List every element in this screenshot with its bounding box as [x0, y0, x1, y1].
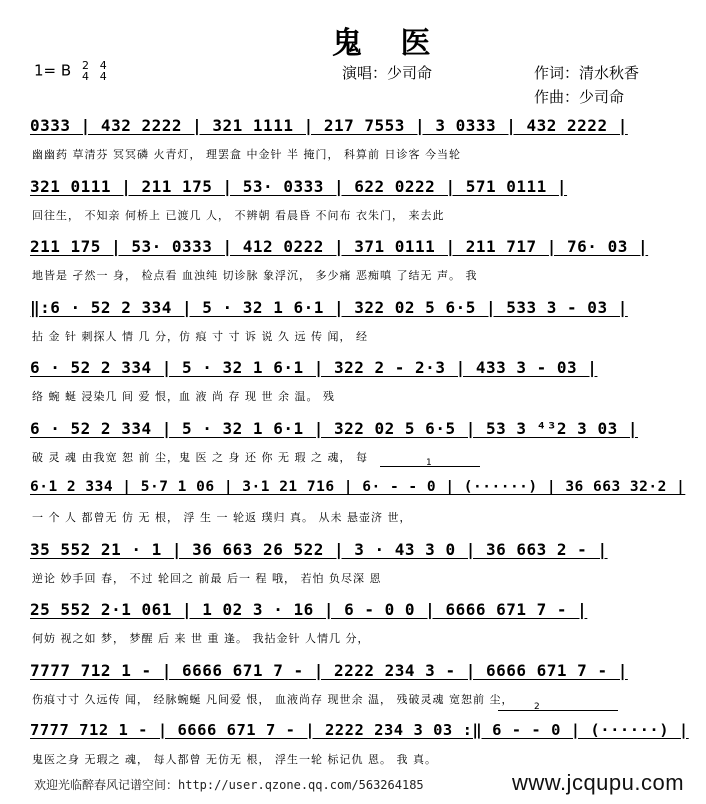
composer-credit: 作曲：少司命	[534, 88, 625, 106]
meter-2-4: 2 4	[81, 59, 89, 83]
notation-line: 7777 712 1 - | 6666 671 7 - | 2222 234 3 03 :‖ 6 - - 0 | (······) |	[30, 721, 689, 739]
lyric-line: 何妨 视之如 梦， 梦醒 后 来 世 重 逢。 我拈金针 人情几 分，	[32, 632, 370, 645]
notation-line: 0333 | 432 2222 | 321 1111 | 217 7553 | 3 0333 | 432 2222 |	[30, 116, 628, 135]
notation-line: 321 0111 | 211 175 | 53· 0333 | 622 0222 | 571 0111 |	[30, 177, 568, 196]
lyric-line: 伤痕寸寸 久远传 闻， 经脉蜿蜒 凡间爱 恨， 血液尚存 现世余 温， 残破灵魂 宽恕前 尘，	[32, 693, 514, 706]
notation-line: 25 552 2·1 061 | 1 02 3 · 16 | 6 - 0 0 | 6666 671 7 - |	[30, 600, 588, 619]
lyric-line: 逆论 妙手回 春， 不过 轮回之 前最 后一 程 哦， 若怕 负尽深 恩	[32, 572, 382, 585]
key-label: 1= B	[34, 61, 72, 80]
lyric-line: 络 蜿 蜒 浸染几 间 爱 恨，血 液 尚 存 现 世 余 温。 残	[32, 390, 335, 403]
volta-1-label: 1	[426, 458, 433, 468]
song-title: 鬼 医	[332, 26, 445, 61]
lyric-line: 幽幽药 草清芬 冥冥磷 火青灯， 理罢盒 中金针 半 掩门， 科算前 日诊客 今当轮	[32, 148, 461, 161]
notation-line: 6 · 52 2 334 | 5 · 32 1 6·1 | 322 02 5 6·5 | 53 3 ⁴³2 3 03 |	[30, 419, 638, 438]
lyric-line: 一 个 人 都曾无 仿 无 根， 浮 生 一 轮返 璞归 真。 从未 悬壶济 世，	[32, 511, 412, 524]
lyric-line: 破 灵 魂 由我宽 恕 前 尘，鬼 医 之 身 还 你 无 瑕 之 魂， 每	[32, 451, 368, 464]
footer-credit: 欢迎光临醉春风记谱空间：http://user.qzone.qq.com/563264185	[34, 778, 424, 792]
volta-2-bracket	[498, 710, 618, 711]
lyricist-credit: 作词：清水秋香	[534, 64, 640, 82]
volta-2-label: 2	[534, 702, 541, 712]
lyric-line: 鬼医之身 无瑕之 魂， 每人都曾 无仿无 根， 浮生一轮 标记仇 恩。 我 真。	[32, 753, 437, 766]
site-watermark: www.jcqupu.com	[512, 770, 685, 795]
notation-line: ‖:6 · 52 2 334 | 5 · 32 1 6·1 | 322 02 5 6·5 | 533 3 - 03 |	[30, 298, 628, 317]
lyric-line: 回往生， 不知亲 何桥上 已渡几 人， 不辨朝 看晨昏 不问布 衣朱门， 来去此	[32, 209, 445, 222]
notation-line: 211 175 | 53· 0333 | 412 0222 | 371 0111 | 211 717 | 76· 03 |	[30, 237, 649, 256]
notation-line: 6·1 2 334 | 5·7 1 06 | 3·1 21 716 | 6· - - 0 | (······) | 36 663 32·2 |	[30, 479, 686, 495]
notation-line: 35 552 21 · 1 | 36 663 26 522 | 3 · 43 3 0 | 36 663 2 - |	[30, 540, 608, 559]
singer-credit: 演唱：少司命	[342, 64, 433, 82]
meter-4-4: 4 4	[99, 59, 107, 83]
notation-line: 6 · 52 2 334 | 5 · 32 1 6·1 | 322 2 - 2·3 | 433 3 - 03 |	[30, 358, 598, 377]
lyric-line: 地皆是 孑然一 身， 检点看 血浊纯 切诊脉 象浮沉， 多少痛 恶痴嗔 了结无 声。 我	[32, 269, 478, 282]
lyric-line: 拈 金 针 刺探人 情 几 分，仿 痕 寸 寸 诉 说 久 远 传 闻， 经	[32, 330, 368, 343]
key-signature	[34, 60, 107, 82]
notation-line: 7777 712 1 - | 6666 671 7 - | 2222 234 3 - | 6666 671 7 - |	[30, 661, 628, 680]
